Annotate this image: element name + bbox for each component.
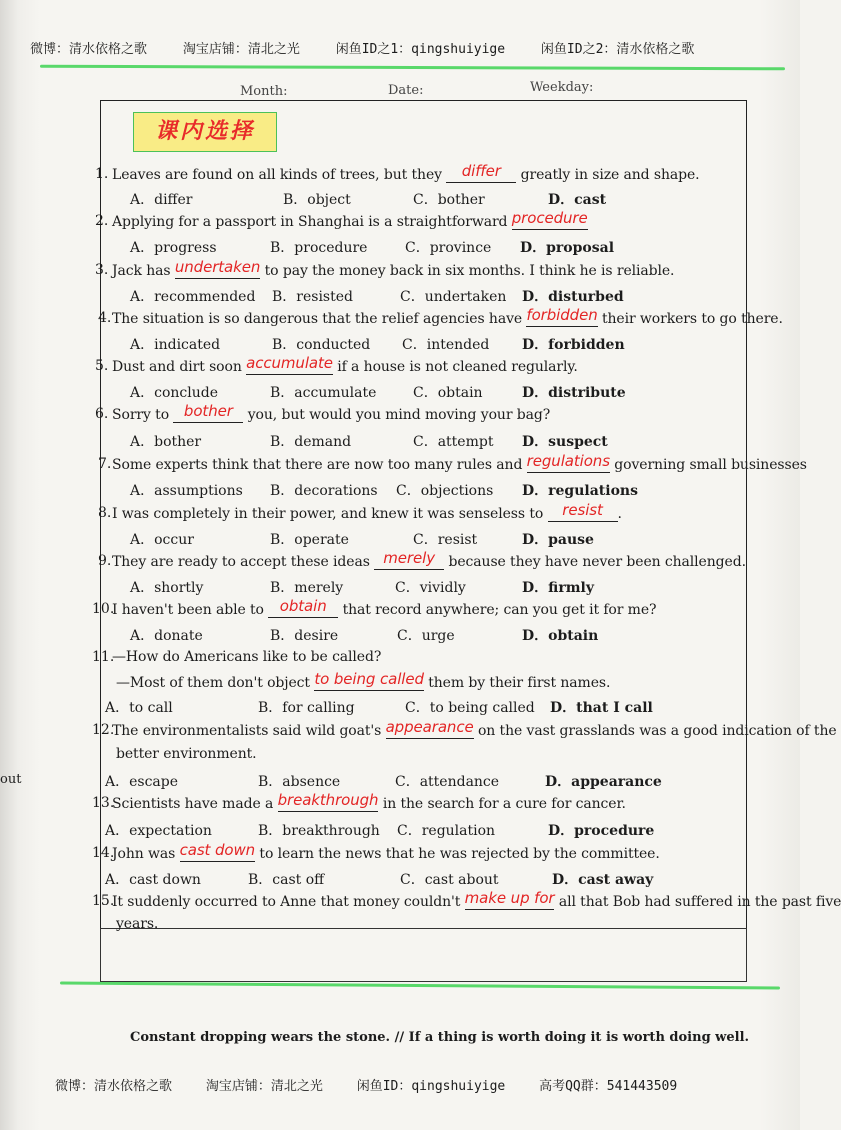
- question-stem: [112, 306, 792, 327]
- option-a[interactable]: A．recommended: [130, 289, 256, 305]
- question-text: I was completely in their power, and knew it was senseless to: [112, 506, 548, 522]
- option-d[interactable]: D．cast away: [552, 872, 654, 888]
- option-c[interactable]: C．urge: [397, 628, 455, 644]
- question-stem: [112, 162, 792, 183]
- option-c[interactable]: C．resist: [413, 532, 478, 548]
- question-text: Some experts think that there are now too many rules and: [112, 457, 527, 473]
- question-number: 4.: [98, 310, 112, 326]
- question-number: 9.: [98, 553, 112, 569]
- question-text-tail: .: [617, 506, 622, 522]
- handwritten-answer: accumulate: [246, 354, 333, 372]
- answer-box-bottom: [100, 928, 747, 982]
- answer-blank[interactable]: [173, 402, 243, 423]
- option-d[interactable]: D．proposal: [520, 240, 615, 256]
- option-b[interactable]: B．cast off: [248, 872, 325, 888]
- option-a[interactable]: A．occur: [130, 532, 194, 548]
- question-stem: [112, 718, 837, 739]
- option-b[interactable]: B．demand: [270, 434, 352, 450]
- option-a[interactable]: A．cast down: [105, 872, 201, 888]
- answer-blank[interactable]: [385, 718, 474, 739]
- answer-blank[interactable]: [314, 670, 424, 691]
- option-a[interactable]: A．conclude: [130, 385, 218, 401]
- handwritten-answer: differ: [461, 162, 501, 180]
- option-c[interactable]: C．province: [405, 240, 492, 256]
- answer-blank[interactable]: [277, 791, 379, 812]
- option-b[interactable]: B．resisted: [272, 289, 353, 305]
- question-stem: [112, 402, 792, 423]
- option-d[interactable]: D．regulations: [522, 483, 638, 499]
- option-c[interactable]: C．regulation: [397, 823, 496, 839]
- question-text: The situation is so dangerous that the relief agencies have: [112, 311, 527, 327]
- option-a[interactable]: A．assumptions: [130, 483, 243, 499]
- option-b[interactable]: B．operate: [270, 532, 349, 548]
- month-label: Month:: [240, 84, 288, 99]
- question-text-tail: that record anywhere; can you get it for me?: [338, 602, 657, 618]
- handwritten-answer: forbidden: [526, 306, 598, 324]
- option-a[interactable]: A．progress: [130, 240, 217, 256]
- question-text-tail: because they have never been challenged.: [444, 554, 746, 570]
- option-d[interactable]: D．forbidden: [522, 337, 625, 353]
- option-b[interactable]: B．absence: [258, 774, 341, 790]
- question-stem: [112, 354, 792, 375]
- question-text: Jack has: [112, 263, 175, 279]
- banner-qq-bottom: 高考QQ群：541443509: [539, 1079, 678, 1094]
- question-number: 10.: [92, 601, 115, 617]
- handwritten-answer: breakthrough: [277, 791, 379, 809]
- banner-xianyu-1: 闲鱼ID之1：qingshuiyige: [335, 42, 506, 57]
- question-text: better environment.: [116, 746, 257, 762]
- question-number: 15.: [92, 893, 115, 909]
- option-a[interactable]: A．donate: [130, 628, 203, 644]
- question-number: 6.: [95, 406, 109, 422]
- option-a[interactable]: A．differ: [130, 192, 193, 208]
- banner-taobao: 淘宝店铺：清北之光: [182, 42, 300, 57]
- bottom-banner: [55, 1075, 703, 1094]
- question-text-tail: their workers to go there.: [597, 311, 783, 327]
- handwritten-answer: bother: [183, 402, 233, 420]
- question-number: 7.: [98, 456, 112, 472]
- option-b[interactable]: B．procedure: [270, 240, 368, 256]
- option-d[interactable]: D．pause: [522, 532, 594, 548]
- question-text: —Most of them don't object: [116, 675, 315, 691]
- option-a[interactable]: A．escape: [105, 774, 179, 790]
- question-number: 8.: [98, 505, 112, 521]
- question-text: Leaves are found on all kinds of trees, but they: [112, 167, 447, 183]
- answer-blank[interactable]: [464, 889, 555, 910]
- question-stem: [116, 670, 796, 691]
- footer-quote: Constant dropping wears the stone. // If a thing is worth doing it is worth doing well.: [130, 1030, 750, 1045]
- question-number: 2.: [95, 213, 109, 229]
- option-d[interactable]: D．that I call: [550, 700, 653, 716]
- option-d[interactable]: D．appearance: [545, 774, 662, 790]
- question-number: 12.: [92, 722, 115, 738]
- banner-xianyu-2: 闲鱼ID之2：清水依格之歌: [540, 42, 695, 57]
- answer-blank[interactable]: [174, 258, 261, 279]
- question-text: The environmentalists said wild goat's: [112, 723, 386, 739]
- answer-blank[interactable]: [446, 162, 516, 183]
- option-b[interactable]: B．breakthrough: [258, 823, 380, 839]
- weekday-label: Weekday:: [530, 80, 594, 95]
- answer-blank[interactable]: [246, 354, 333, 375]
- question-number: 1.: [95, 166, 109, 182]
- question-stem: [112, 791, 792, 812]
- option-a[interactable]: A．to call: [105, 700, 173, 716]
- question-text-tail: greatly in size and shape.: [516, 167, 700, 183]
- question-text-tail: all that Bob had suffered in the past five: [554, 894, 841, 910]
- question-stem: [112, 597, 792, 618]
- option-d[interactable]: D．obtain: [522, 628, 599, 644]
- option-d[interactable]: D．disturbed: [522, 289, 624, 305]
- question-text: They are ready to accept these ideas: [112, 554, 375, 570]
- question-stem: [116, 916, 796, 932]
- question-text: —How do Americans like to be called?: [112, 649, 382, 665]
- question-text-tail: to learn the news that he was rejected by the committee.: [255, 846, 660, 862]
- option-c[interactable]: C．bother: [413, 192, 485, 208]
- question-stem: [112, 452, 807, 473]
- question-number: 3.: [95, 262, 109, 278]
- option-c[interactable]: C．vividly: [395, 580, 466, 596]
- question-stem: [112, 209, 792, 230]
- question-text: John was: [112, 846, 180, 862]
- handwritten-answer: make up for: [464, 889, 555, 907]
- option-a[interactable]: A．expectation: [105, 823, 212, 839]
- option-b[interactable]: B．merely: [270, 580, 344, 596]
- question-stem: [112, 501, 792, 522]
- green-marker-line-bottom: [60, 981, 780, 989]
- answer-blank[interactable]: [179, 841, 256, 862]
- question-number: 5.: [95, 358, 109, 374]
- banner-weibo-bottom: 微博：清水依格之歌: [55, 1079, 173, 1094]
- question-text-tail: on the vast grasslands was a good indication of the: [473, 723, 837, 739]
- question-number: 13.: [92, 795, 115, 811]
- question-stem: [112, 258, 792, 279]
- option-d[interactable]: D．firmly: [522, 580, 594, 596]
- handwritten-answer: appearance: [385, 718, 474, 736]
- banner-taobao-bottom: 淘宝店铺：清北之光: [205, 1079, 323, 1094]
- option-c[interactable]: C．intended: [402, 337, 490, 353]
- option-d[interactable]: D．cast: [548, 192, 607, 208]
- option-a[interactable]: A．shortly: [130, 580, 204, 596]
- question-text-tail: if a house is not cleaned regularly.: [332, 359, 578, 375]
- option-a[interactable]: A．bother: [130, 434, 202, 450]
- top-banner: [30, 38, 770, 60]
- option-c[interactable]: C．obtain: [413, 385, 483, 401]
- answer-blank[interactable]: [511, 209, 588, 230]
- question-text-tail: governing small businesses: [609, 457, 807, 473]
- question-text: Dust and dirt soon: [112, 359, 247, 375]
- question-text-tail: you, but would you mind moving your bag?: [243, 407, 551, 423]
- side-text-fragment: out: [0, 772, 22, 787]
- question-number: 14.: [92, 845, 115, 861]
- option-a[interactable]: A．indicated: [130, 337, 221, 353]
- handwritten-answer: cast down: [179, 841, 256, 859]
- answer-blank[interactable]: [374, 549, 444, 570]
- question-text-tail: them by their first names.: [423, 675, 611, 691]
- question-text-tail: to pay the money back in six months. I think he is reliable.: [260, 263, 675, 279]
- question-stem: [112, 649, 792, 665]
- option-c[interactable]: C．undertaken: [400, 289, 507, 305]
- date-label: Date:: [388, 83, 424, 98]
- handwritten-answer: merely: [383, 549, 435, 567]
- banner-xianyu-bottom: 闲鱼ID：qingshuiyige: [356, 1079, 506, 1094]
- handwritten-answer: to being called: [314, 670, 424, 688]
- option-b[interactable]: B．decorations: [270, 483, 378, 499]
- option-b[interactable]: B．conducted: [272, 337, 371, 353]
- handwritten-answer: obtain: [279, 597, 327, 615]
- option-d[interactable]: D．procedure: [548, 823, 655, 839]
- handwritten-answer: undertaken: [174, 258, 261, 276]
- answer-blank[interactable]: [548, 501, 618, 522]
- question-text: years.: [116, 916, 159, 932]
- option-c[interactable]: C．to being called: [405, 700, 535, 716]
- option-d[interactable]: D．suspect: [522, 434, 608, 450]
- option-c[interactable]: C．objections: [396, 483, 494, 499]
- answer-blank[interactable]: [526, 306, 598, 327]
- question-stem: [112, 841, 792, 862]
- question-stem: [112, 549, 792, 570]
- question-stem: [116, 746, 796, 762]
- question-text-tail: in the search for a cure for cancer.: [378, 796, 626, 812]
- handwritten-answer: resist: [562, 501, 603, 519]
- option-c[interactable]: C．attendance: [395, 774, 500, 790]
- question-text: Applying for a passport in Shanghai is a straightforward: [112, 214, 512, 230]
- section-label-in-class-choice: 课内选择: [133, 112, 277, 152]
- question-text: Scientists have made a: [112, 796, 278, 812]
- question-text: It suddenly occurred to Anne that money couldn't: [112, 894, 465, 910]
- answer-blank[interactable]: [526, 452, 610, 473]
- banner-weibo: 微博：清水依格之歌: [30, 42, 148, 57]
- handwritten-answer: procedure: [511, 209, 588, 227]
- option-c[interactable]: C．attempt: [413, 434, 494, 450]
- question-text: Sorry to: [112, 407, 174, 423]
- option-b[interactable]: B．desire: [270, 628, 339, 644]
- option-d[interactable]: D．distribute: [522, 385, 626, 401]
- option-b[interactable]: B．object: [283, 192, 351, 208]
- question-stem: [112, 889, 841, 910]
- option-b[interactable]: B．accumulate: [270, 385, 377, 401]
- question-number: 11.: [92, 649, 115, 665]
- green-marker-line-top: [40, 65, 785, 71]
- question-text: I haven't been able to: [112, 602, 269, 618]
- option-c[interactable]: C．cast about: [400, 872, 499, 888]
- option-b[interactable]: B．for calling: [258, 700, 355, 716]
- handwritten-answer: regulations: [526, 452, 610, 470]
- answer-blank[interactable]: [268, 597, 338, 618]
